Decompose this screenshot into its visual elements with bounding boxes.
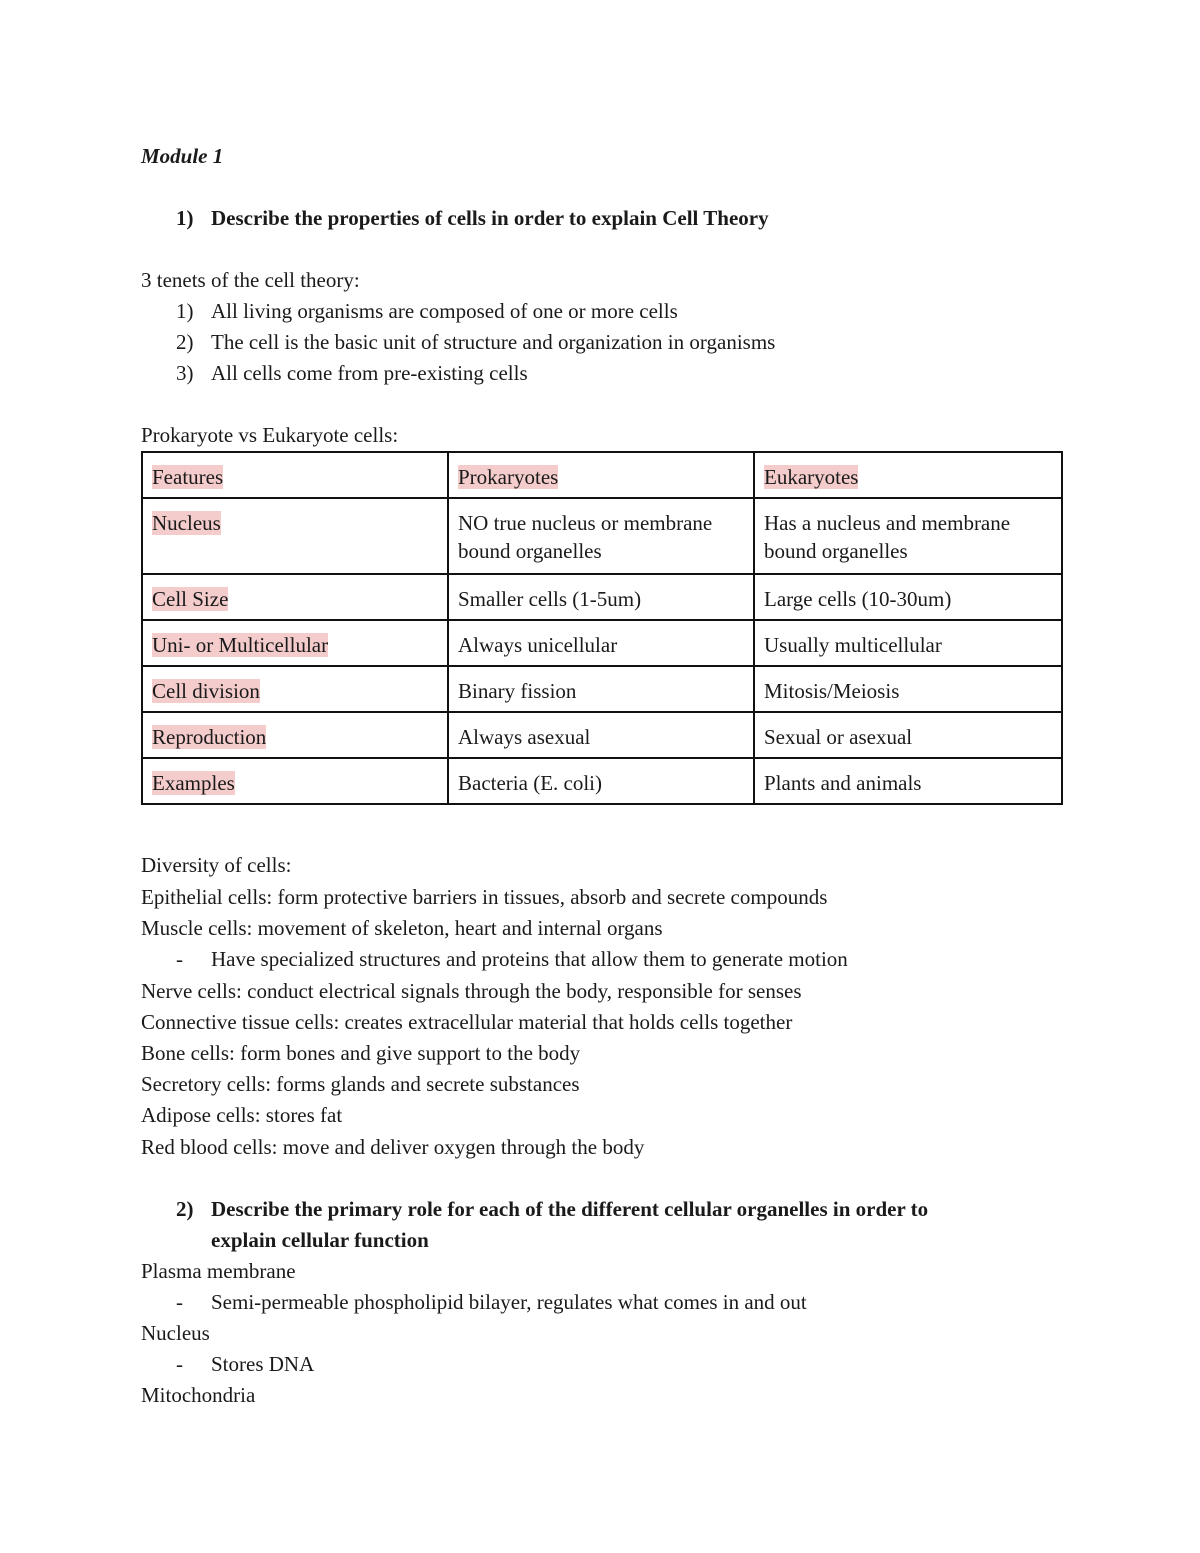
header-eukaryotes: Eukaryotes [764,465,859,489]
table-cell: Mitosis/Meiosis [754,666,1062,712]
diversity-secretory: Secretory cells: forms glands and secrete substances [141,1072,580,1096]
section-1-heading: Describe the properties of cells in order to explain Cell Theory [211,206,769,230]
table-row [142,574,1062,620]
diversity-bone: Bone cells: form bones and give support to the body [141,1041,581,1065]
table-cell: Always asexual [448,712,754,758]
table-cell: NO true nucleus or membrane bound organelles [448,498,754,574]
bullet-dash: - [176,1290,183,1314]
section-2-heading-line-2: explain cellular function [211,1228,429,1252]
diversity-connective: Connective tissue cells: creates extracellular material that holds cells together [141,1010,793,1034]
tenet-3-number: 3) [176,361,194,385]
table-header-cell [448,452,754,498]
feature-label: Uni- or Multicellular [152,633,329,657]
organelle-plasma-membrane: Plasma membrane [141,1259,296,1283]
table-cell: Plants and animals [754,758,1062,804]
tenet-2-number: 2) [176,330,194,354]
feature-label: Reproduction [152,725,267,749]
feature-cell [142,620,448,666]
tenet-3-text: All cells come from pre-existing cells [211,361,528,385]
section-2-number: 2) [176,1197,194,1221]
table-cell: Usually multicellular [754,620,1062,666]
table-header-cell [142,452,448,498]
diversity-red-blood: Red blood cells: move and deliver oxygen through the body [141,1135,645,1159]
bullet-dash: - [176,947,183,971]
feature-label: Examples [152,771,235,795]
table-cell: Bacteria (E. coli) [448,758,754,804]
feature-label: Cell division [152,679,260,703]
diversity-epithelial: Epithelial cells: form protective barriers in tissues, absorb and secrete compounds [141,885,828,909]
feature-label: Cell Size [152,587,229,611]
feature-cell [142,498,448,574]
table-row [142,712,1062,758]
table-row [142,498,1062,574]
diversity-nerve: Nerve cells: conduct electrical signals through the body, responsible for senses [141,979,802,1003]
tenets-intro: 3 tenets of the cell theory: [141,268,360,292]
feature-cell [142,666,448,712]
section-2-heading-line-1: Describe the primary role for each of the different cellular organelles in order to [211,1197,929,1221]
table-cell: Sexual or asexual [754,712,1062,758]
tenet-1-number: 1) [176,299,194,323]
section-1-number: 1) [176,206,194,230]
table-cell: Has a nucleus and membrane bound organelles [754,498,1062,574]
table-header-cell [754,452,1062,498]
feature-cell [142,574,448,620]
header-features: Features [152,465,224,489]
table-row [142,620,1062,666]
diversity-muscle-sub: Have specialized structures and proteins that allow them to generate motion [211,947,848,971]
feature-cell [142,758,448,804]
module-title: Module 1 [141,144,224,168]
feature-cell [142,712,448,758]
header-prokaryotes: Prokaryotes [458,465,559,489]
organelle-mitochondria: Mitochondria [141,1383,256,1407]
diversity-intro: Diversity of cells: [141,853,292,877]
organelle-nucleus-desc: Stores DNA [211,1352,315,1376]
feature-label: Nucleus [152,511,221,535]
table-row [142,666,1062,712]
table-header-row [142,452,1062,498]
prokaryote-eukaryote-table [141,451,1063,805]
comparison-intro: Prokaryote vs Eukaryote cells: [141,423,399,447]
table-cell: Always unicellular [448,620,754,666]
tenet-2-text: The cell is the basic unit of structure and organization in organisms [211,330,776,354]
bullet-dash: - [176,1352,183,1376]
organelle-plasma-membrane-desc: Semi-permeable phospholipid bilayer, regulates what comes in and out [211,1290,807,1314]
table-row [142,758,1062,804]
organelle-nucleus: Nucleus [141,1321,210,1345]
diversity-adipose: Adipose cells: stores fat [141,1103,343,1127]
tenet-1-text: All living organisms are composed of one or more cells [211,299,678,323]
diversity-muscle: Muscle cells: movement of skeleton, heart and internal organs [141,916,663,940]
table-cell: Smaller cells (1-5um) [448,574,754,620]
table-cell: Large cells (10-30um) [754,574,1062,620]
table-cell: Binary fission [448,666,754,712]
